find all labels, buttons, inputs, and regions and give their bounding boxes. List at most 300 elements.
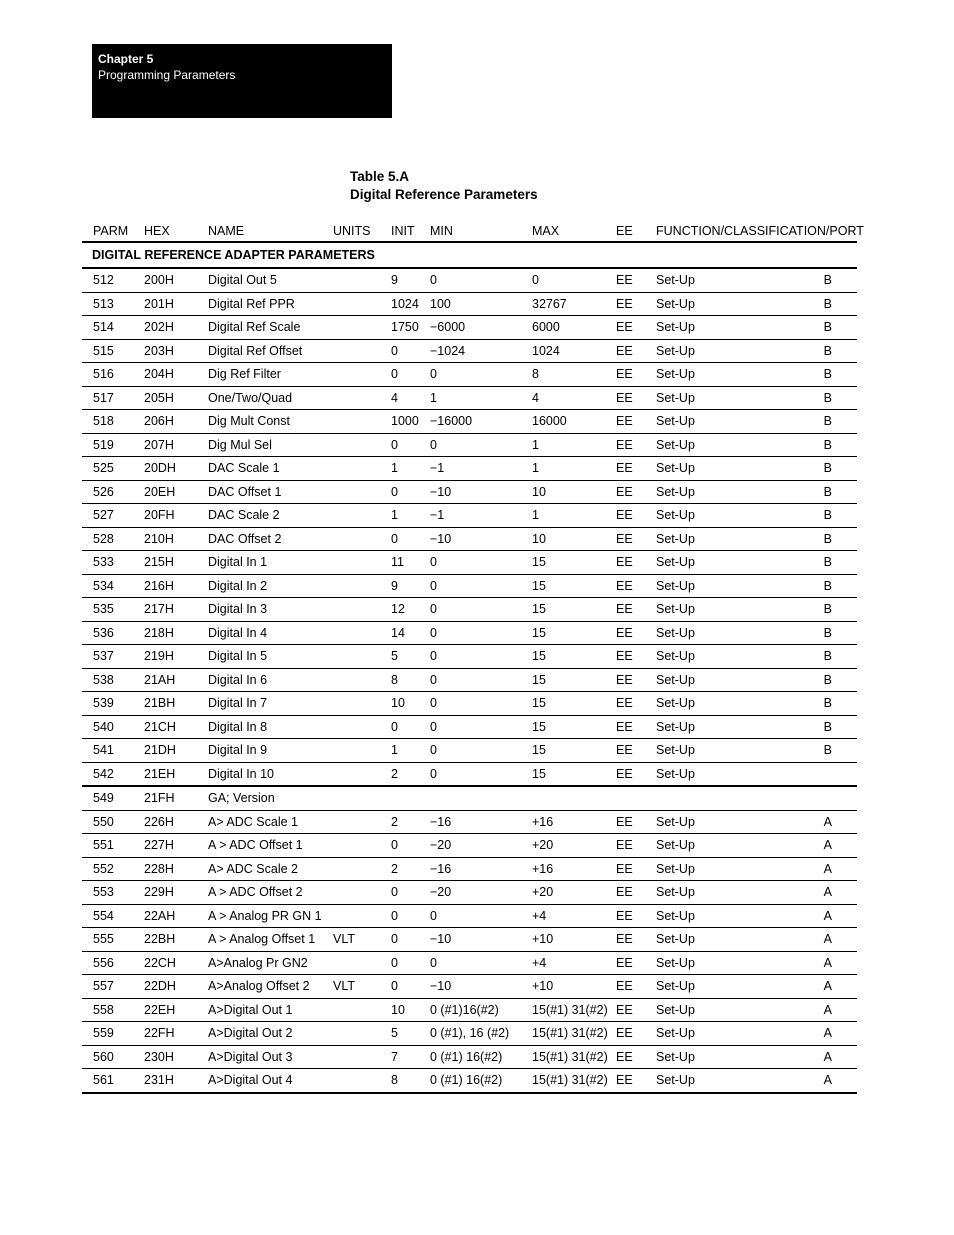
init-cell: 9 (391, 268, 430, 292)
min-cell: 0 (430, 621, 532, 645)
table-row (82, 762, 857, 786)
name-cell: Digital In 5 (208, 645, 333, 669)
ee-cell: EE (616, 998, 656, 1022)
table-row (82, 457, 857, 481)
units-cell (333, 339, 391, 363)
classification-text: Set-Up (656, 766, 695, 781)
ee-cell: EE (616, 762, 656, 786)
name-cell: Digital In 8 (208, 715, 333, 739)
column-header: MIN (430, 221, 532, 242)
ee-cell (616, 786, 656, 810)
min-cell: −1 (430, 504, 532, 528)
init-cell: 0 (391, 951, 430, 975)
max-cell: 16000 (532, 410, 616, 434)
min-cell: −1 (430, 457, 532, 481)
units-cell (333, 739, 391, 763)
parm-cell: 536 (82, 621, 144, 645)
units-cell (333, 810, 391, 834)
port-text: B (823, 625, 832, 640)
table-row (82, 433, 857, 457)
classification-text: Set-Up (656, 672, 695, 687)
max-cell: +10 (532, 928, 616, 952)
name-cell: A > ADC Offset 1 (208, 834, 333, 858)
init-cell: 0 (391, 527, 430, 551)
hex-cell: 21AH (144, 668, 208, 692)
max-cell: 1 (532, 433, 616, 457)
name-cell: A> ADC Scale 1 (208, 810, 333, 834)
table-caption (350, 168, 538, 204)
min-cell: 0 (430, 598, 532, 622)
hex-cell: 216H (144, 574, 208, 598)
units-cell (333, 316, 391, 340)
ee-cell: EE (616, 645, 656, 669)
name-cell: One/Two/Quad (208, 386, 333, 410)
table-row (82, 574, 857, 598)
name-cell: Digital Ref Offset (208, 339, 333, 363)
max-cell: 15 (532, 645, 616, 669)
function-cell (656, 857, 857, 881)
name-cell: DAC Scale 2 (208, 504, 333, 528)
init-cell: 0 (391, 928, 430, 952)
init-cell: 12 (391, 598, 430, 622)
init-cell: 0 (391, 715, 430, 739)
function-cell (656, 574, 857, 598)
hex-cell: 22CH (144, 951, 208, 975)
classification-text: Set-Up (656, 838, 695, 853)
name-cell: A>Analog Offset 2 (208, 975, 333, 999)
ee-cell: EE (616, 268, 656, 292)
init-cell: 1 (391, 739, 430, 763)
ee-cell: EE (616, 857, 656, 881)
parameter-table (82, 221, 864, 1094)
min-cell: 0 (430, 951, 532, 975)
port-text: A (823, 861, 832, 876)
units-cell (333, 480, 391, 504)
table-row (82, 527, 857, 551)
parm-cell: 553 (82, 881, 144, 905)
hex-cell: 230H (144, 1045, 208, 1069)
min-cell: −1024 (430, 339, 532, 363)
max-cell: 15(#1) 31(#2) (532, 1069, 616, 1093)
classification-text: Set-Up (656, 814, 695, 829)
table-row (82, 598, 857, 622)
table-row (82, 975, 857, 999)
parm-cell: 538 (82, 668, 144, 692)
table-body (82, 242, 857, 1093)
port-text: B (823, 390, 832, 405)
init-cell: 5 (391, 1022, 430, 1046)
init-cell: 7 (391, 1045, 430, 1069)
name-cell: A>Digital Out 3 (208, 1045, 333, 1069)
table-row (82, 386, 857, 410)
parm-cell: 512 (82, 268, 144, 292)
hex-cell: 228H (144, 857, 208, 881)
init-cell: 0 (391, 433, 430, 457)
hex-cell: 206H (144, 410, 208, 434)
classification-text: Set-Up (656, 861, 695, 876)
hex-cell: 22AH (144, 904, 208, 928)
table-row (82, 881, 857, 905)
ee-cell: EE (616, 834, 656, 858)
table-title: Digital Reference Parameters (350, 187, 538, 202)
units-cell (333, 881, 391, 905)
classification-text: Set-Up (656, 484, 695, 499)
parm-cell: 552 (82, 857, 144, 881)
ee-cell: EE (616, 433, 656, 457)
units-cell (333, 998, 391, 1022)
units-cell (333, 292, 391, 316)
port-text: B (823, 414, 832, 429)
parm-cell: 542 (82, 762, 144, 786)
init-cell: 0 (391, 339, 430, 363)
min-cell: −20 (430, 834, 532, 858)
init-cell: 1024 (391, 292, 430, 316)
classification-text: Set-Up (656, 625, 695, 640)
name-cell: Digital In 1 (208, 551, 333, 575)
init-cell: 8 (391, 668, 430, 692)
units-cell (333, 715, 391, 739)
init-cell: 1750 (391, 316, 430, 340)
units-cell (333, 762, 391, 786)
units-cell (333, 645, 391, 669)
parm-cell: 541 (82, 739, 144, 763)
table-row (82, 998, 857, 1022)
ee-cell: EE (616, 975, 656, 999)
units-cell (333, 574, 391, 598)
name-cell: Dig Ref Filter (208, 363, 333, 387)
ee-cell: EE (616, 881, 656, 905)
units-cell (333, 692, 391, 716)
classification-text: Set-Up (656, 437, 695, 452)
init-cell: 0 (391, 881, 430, 905)
chapter-title: Chapter 5 (98, 52, 154, 66)
function-cell (656, 739, 857, 763)
name-cell: Digital In 3 (208, 598, 333, 622)
min-cell: 0 (430, 645, 532, 669)
classification-text: Set-Up (656, 649, 695, 664)
classification-text: Set-Up (656, 414, 695, 429)
function-cell (656, 339, 857, 363)
hex-cell: 202H (144, 316, 208, 340)
port-text: B (823, 367, 832, 382)
function-cell (656, 715, 857, 739)
ee-cell: EE (616, 739, 656, 763)
column-header: INIT (391, 221, 430, 242)
units-cell (333, 410, 391, 434)
max-cell: +16 (532, 810, 616, 834)
function-cell (656, 998, 857, 1022)
min-cell: 0 (#1) 16(#2) (430, 1045, 532, 1069)
name-cell: A> ADC Scale 2 (208, 857, 333, 881)
port-text: A (823, 932, 832, 947)
ee-cell: EE (616, 715, 656, 739)
section-heading: DIGITAL REFERENCE ADAPTER PARAMETERS (82, 242, 857, 268)
name-cell: Digital In 4 (208, 621, 333, 645)
column-header: HEX (144, 221, 208, 242)
init-cell: 0 (391, 834, 430, 858)
min-cell: 0 (430, 574, 532, 598)
classification-text: Set-Up (656, 343, 695, 358)
init-cell: 2 (391, 762, 430, 786)
parameter-table-container (82, 221, 864, 1094)
max-cell: 15(#1) 31(#2) (532, 1045, 616, 1069)
max-cell: 15 (532, 574, 616, 598)
max-cell: 15 (532, 762, 616, 786)
parm-cell: 556 (82, 951, 144, 975)
min-cell: 100 (430, 292, 532, 316)
hex-cell: 20EH (144, 480, 208, 504)
classification-text: Set-Up (656, 955, 695, 970)
ee-cell: EE (616, 904, 656, 928)
name-cell: DAC Offset 2 (208, 527, 333, 551)
port-text: A (823, 955, 832, 970)
port-text: A (823, 838, 832, 853)
parm-cell: 528 (82, 527, 144, 551)
max-cell: 15 (532, 621, 616, 645)
port-text: A (823, 1049, 832, 1064)
units-cell (333, 1069, 391, 1093)
function-cell (656, 504, 857, 528)
function-cell (656, 480, 857, 504)
port-text: B (823, 320, 832, 335)
init-cell: 10 (391, 998, 430, 1022)
init-cell: 0 (391, 480, 430, 504)
hex-cell: 21BH (144, 692, 208, 716)
function-cell (656, 268, 857, 292)
units-cell (333, 598, 391, 622)
classification-text: Set-Up (656, 908, 695, 923)
function-cell (656, 1022, 857, 1046)
max-cell: 1 (532, 457, 616, 481)
units-cell (333, 386, 391, 410)
table-row (82, 928, 857, 952)
function-cell (656, 668, 857, 692)
table-row (82, 292, 857, 316)
column-header: NAME (208, 221, 333, 242)
table-row (82, 810, 857, 834)
units-cell (333, 621, 391, 645)
parm-cell: 533 (82, 551, 144, 575)
name-cell: GA; Version (208, 786, 333, 810)
ee-cell: EE (616, 574, 656, 598)
init-cell: 11 (391, 551, 430, 575)
port-text: A (823, 979, 832, 994)
name-cell: A>Analog Pr GN2 (208, 951, 333, 975)
ee-cell: EE (616, 1069, 656, 1093)
function-cell (656, 975, 857, 999)
min-cell: 0 (430, 692, 532, 716)
ee-cell: EE (616, 504, 656, 528)
port-text: B (823, 296, 832, 311)
classification-text: Set-Up (656, 531, 695, 546)
hex-cell: 20FH (144, 504, 208, 528)
port-text: B (823, 555, 832, 570)
ee-cell: EE (616, 810, 656, 834)
hex-cell: 203H (144, 339, 208, 363)
ee-cell: EE (616, 527, 656, 551)
hex-cell: 219H (144, 645, 208, 669)
init-cell: 5 (391, 645, 430, 669)
init-cell: 4 (391, 386, 430, 410)
function-cell (656, 316, 857, 340)
hex-cell: 200H (144, 268, 208, 292)
classification-text: Set-Up (656, 932, 695, 947)
parm-cell: 516 (82, 363, 144, 387)
max-cell: +4 (532, 904, 616, 928)
port-text: A (823, 1073, 832, 1088)
table-row (82, 504, 857, 528)
units-cell (333, 268, 391, 292)
parm-cell: 560 (82, 1045, 144, 1069)
port-text: B (823, 508, 832, 523)
hex-cell: 22FH (144, 1022, 208, 1046)
classification-text: Set-Up (656, 1049, 695, 1064)
parm-cell: 551 (82, 834, 144, 858)
function-cell (656, 1069, 857, 1093)
min-cell: 0 (430, 551, 532, 575)
port-text: A (823, 1002, 832, 1017)
min-cell: −16 (430, 810, 532, 834)
max-cell: 8 (532, 363, 616, 387)
table-row (82, 268, 857, 292)
init-cell: 1 (391, 457, 430, 481)
parm-cell: 554 (82, 904, 144, 928)
parm-cell: 550 (82, 810, 144, 834)
hex-cell: 217H (144, 598, 208, 622)
max-cell: 15 (532, 551, 616, 575)
units-cell (333, 551, 391, 575)
port-text: B (823, 484, 832, 499)
hex-cell: 226H (144, 810, 208, 834)
parm-cell: 515 (82, 339, 144, 363)
ee-cell: EE (616, 316, 656, 340)
hex-cell: 205H (144, 386, 208, 410)
ee-cell: EE (616, 457, 656, 481)
min-cell: 0 (430, 363, 532, 387)
init-cell: 0 (391, 904, 430, 928)
units-cell (333, 433, 391, 457)
name-cell: Digital In 10 (208, 762, 333, 786)
table-row (82, 857, 857, 881)
ee-cell: EE (616, 363, 656, 387)
function-cell (656, 762, 857, 786)
function-cell (656, 598, 857, 622)
function-cell (656, 457, 857, 481)
port-text: A (823, 1026, 832, 1041)
parm-cell: 534 (82, 574, 144, 598)
table-row (82, 621, 857, 645)
table-row (82, 904, 857, 928)
function-cell (656, 433, 857, 457)
classification-text: Set-Up (656, 743, 695, 758)
function-cell (656, 904, 857, 928)
max-cell: 32767 (532, 292, 616, 316)
function-cell (656, 881, 857, 905)
ee-cell: EE (616, 292, 656, 316)
units-cell (333, 457, 391, 481)
classification-text: Set-Up (656, 696, 695, 711)
port-text: B (823, 531, 832, 546)
hex-cell: 218H (144, 621, 208, 645)
function-cell (656, 292, 857, 316)
hex-cell: 227H (144, 834, 208, 858)
name-cell: Digital In 9 (208, 739, 333, 763)
port-text: B (823, 461, 832, 476)
init-cell: 0 (391, 975, 430, 999)
name-cell: A>Digital Out 2 (208, 1022, 333, 1046)
hex-cell: 231H (144, 1069, 208, 1093)
min-cell: −10 (430, 975, 532, 999)
port-text: A (823, 885, 832, 900)
init-cell: 0 (391, 363, 430, 387)
min-cell: −16 (430, 857, 532, 881)
table-row (82, 1069, 857, 1093)
table-row (82, 739, 857, 763)
parm-cell: 555 (82, 928, 144, 952)
table-row (82, 692, 857, 716)
parm-cell: 559 (82, 1022, 144, 1046)
hex-cell: 210H (144, 527, 208, 551)
ee-cell: EE (616, 1045, 656, 1069)
table-row (82, 834, 857, 858)
units-cell (333, 904, 391, 928)
name-cell: Digital In 2 (208, 574, 333, 598)
min-cell: 0 (#1)16(#2) (430, 998, 532, 1022)
min-cell: −6000 (430, 316, 532, 340)
parm-cell: 517 (82, 386, 144, 410)
units-cell (333, 1022, 391, 1046)
column-header: UNITS (333, 221, 391, 242)
table-row (82, 410, 857, 434)
parm-cell: 527 (82, 504, 144, 528)
max-cell: +20 (532, 834, 616, 858)
parm-cell: 557 (82, 975, 144, 999)
function-cell (656, 786, 857, 810)
ee-cell: EE (616, 1022, 656, 1046)
max-cell: 4 (532, 386, 616, 410)
units-cell (333, 363, 391, 387)
port-text: B (823, 273, 832, 288)
parm-cell: 537 (82, 645, 144, 669)
port-text: B (823, 343, 832, 358)
max-cell: 10 (532, 527, 616, 551)
init-cell (391, 786, 430, 810)
min-cell: 0 (#1), 16 (#2) (430, 1022, 532, 1046)
init-cell: 1 (391, 504, 430, 528)
ee-cell: EE (616, 928, 656, 952)
parm-cell: 519 (82, 433, 144, 457)
hex-cell: 21EH (144, 762, 208, 786)
parm-cell: 561 (82, 1069, 144, 1093)
classification-text: Set-Up (656, 555, 695, 570)
init-cell: 14 (391, 621, 430, 645)
parm-cell: 540 (82, 715, 144, 739)
ee-cell: EE (616, 339, 656, 363)
init-cell: 2 (391, 810, 430, 834)
ee-cell: EE (616, 598, 656, 622)
parm-cell: 526 (82, 480, 144, 504)
min-cell: −10 (430, 527, 532, 551)
classification-text: Set-Up (656, 367, 695, 382)
hex-cell: 21FH (144, 786, 208, 810)
hex-cell: 204H (144, 363, 208, 387)
table-row (82, 786, 857, 810)
function-cell (656, 551, 857, 575)
ee-cell: EE (616, 480, 656, 504)
max-cell: 15(#1) 31(#2) (532, 998, 616, 1022)
min-cell: −20 (430, 881, 532, 905)
hex-cell: 20DH (144, 457, 208, 481)
